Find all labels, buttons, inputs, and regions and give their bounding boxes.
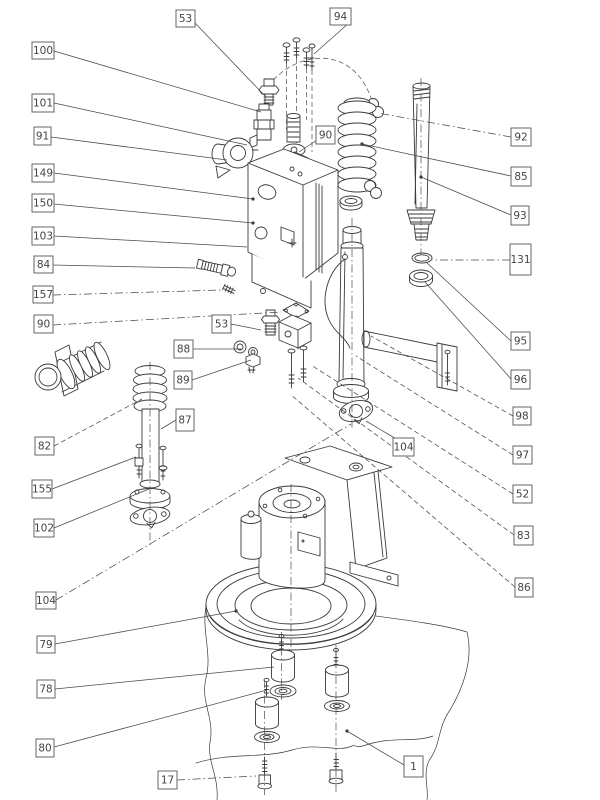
- callout-80: [36, 739, 54, 757]
- leader-line-103: [54, 236, 247, 247]
- leader-line-89: [192, 360, 251, 380]
- callout-82: [35, 437, 54, 455]
- callout-number-17: 17: [160, 774, 175, 787]
- callout-number-157: 157: [32, 289, 54, 302]
- leader-line-53-mid: [231, 324, 261, 330]
- leader-line-149: [54, 173, 253, 199]
- callout-number-92: 92: [514, 131, 528, 144]
- callout-number-149: 149: [32, 167, 54, 180]
- callout-number-91: 91: [35, 130, 50, 143]
- callout-number-101: 101: [32, 97, 54, 110]
- callout-number-84: 84: [36, 259, 51, 272]
- leader-line-84: [53, 265, 195, 268]
- top-screws: [283, 38, 315, 70]
- mounting-screw: [196, 258, 236, 294]
- leader-line-100: [54, 51, 261, 112]
- leader-line-17: [177, 776, 256, 780]
- callout-number-90-mid: 90: [318, 129, 333, 142]
- leader-dot-79: [234, 609, 237, 612]
- callout-number-88: 88: [176, 343, 191, 356]
- callout-104-mid: [393, 438, 414, 456]
- leader-dot-149: [251, 197, 254, 200]
- callout-88: [174, 340, 193, 358]
- callout-number-104-mid: 104: [393, 441, 414, 454]
- callout-95: [511, 332, 530, 350]
- callout-97: [513, 446, 532, 464]
- callout-157: [33, 286, 53, 303]
- callout-89: [174, 371, 192, 389]
- leader-line-79: [55, 611, 236, 644]
- leader-dot-93: [419, 175, 422, 178]
- leader-dot-1: [345, 729, 348, 732]
- callout-96: [511, 370, 530, 389]
- callout-86: [515, 578, 533, 597]
- callout-1: [404, 756, 423, 777]
- callout-number-1: 1: [410, 761, 417, 774]
- callout-90-left: [34, 315, 53, 333]
- leader-dot-85: [360, 142, 363, 145]
- callout-53-mid: [212, 315, 231, 333]
- leader-line-150: [54, 204, 253, 223]
- leader-line-91: [51, 137, 227, 160]
- callout-number-78: 78: [39, 683, 53, 696]
- parts-drawing: [32, 38, 469, 800]
- valve-block: [248, 149, 338, 308]
- manifold-fittings: [234, 303, 311, 388]
- hose-adapter: [35, 340, 113, 396]
- callout-number-94: 94: [333, 11, 348, 24]
- leader-line-97: [356, 356, 513, 455]
- callout-number-98: 98: [515, 410, 529, 423]
- callout-52: [513, 485, 532, 503]
- callout-number-86: 86: [517, 582, 531, 595]
- callout-number-103: 103: [32, 230, 54, 243]
- leader-line-82: [54, 399, 142, 446]
- callout-number-150: 150: [32, 197, 54, 210]
- callout-98: [513, 407, 531, 425]
- callout-101: [32, 94, 54, 112]
- leader-line-1: [347, 731, 404, 765]
- callout-number-82: 82: [37, 440, 52, 453]
- callout-100: [32, 42, 54, 59]
- leader-line-93: [421, 177, 511, 215]
- callout-number-95: 95: [513, 335, 528, 348]
- accumulator-cylinder: [325, 227, 457, 428]
- callout-94: [330, 8, 351, 25]
- callout-90-mid: [316, 126, 335, 144]
- callout-87: [176, 409, 194, 431]
- callout-150: [32, 194, 54, 212]
- callout-number-155: 155: [31, 483, 53, 496]
- callout-131: [510, 244, 531, 275]
- leader-line-95: [426, 262, 511, 341]
- callout-number-80: 80: [38, 742, 52, 755]
- leader-dot-150: [251, 221, 254, 224]
- leader-line-92: [378, 113, 511, 137]
- leader-line-101: [54, 103, 247, 145]
- callout-91: [34, 127, 51, 145]
- callout-number-100: 100: [32, 45, 54, 58]
- callout-92: [511, 128, 531, 146]
- callout-79: [37, 636, 55, 653]
- callout-155: [32, 480, 52, 498]
- callout-number-104-left: 104: [35, 595, 57, 608]
- leader-line-87: [161, 420, 176, 429]
- callout-103: [32, 227, 54, 245]
- callout-number-79: 79: [39, 639, 53, 652]
- callout-78: [37, 680, 55, 698]
- leader-line-80: [54, 690, 267, 747]
- leader-line-157: [53, 290, 222, 295]
- vibration-mounts: [255, 634, 350, 788]
- callout-53-top: [176, 10, 195, 27]
- leader-line-155: [52, 457, 136, 489]
- callout-83: [514, 526, 533, 545]
- callout-number-85: 85: [514, 171, 528, 184]
- leader-line-90-left: [53, 312, 281, 325]
- coil-spring: [338, 98, 384, 210]
- callout-number-89: 89: [176, 374, 190, 387]
- callout-number-52: 52: [515, 488, 530, 501]
- leader-line-94: [314, 22, 350, 54]
- filter-plug-top: [259, 79, 279, 105]
- callout-number-97: 97: [515, 449, 530, 462]
- leader-line-85: [362, 144, 511, 176]
- callout-149: [32, 164, 54, 182]
- callout-number-96: 96: [513, 374, 528, 387]
- callout-number-83: 83: [516, 530, 531, 543]
- leader-line-78: [55, 667, 274, 689]
- callout-number-93: 93: [513, 210, 527, 223]
- callout-number-53-mid: 53: [214, 318, 229, 331]
- callout-17: [158, 771, 177, 789]
- callout-number-53-top: 53: [178, 13, 193, 26]
- callout-85: [511, 167, 531, 186]
- motor-assembly: [206, 446, 398, 650]
- callout-84: [34, 256, 53, 273]
- callout-number-90-left: 90: [36, 318, 51, 331]
- callout-102: [34, 519, 54, 537]
- callout-number-87: 87: [178, 414, 192, 427]
- callout-number-102: 102: [33, 522, 55, 535]
- leader-line-53-top: [195, 23, 266, 97]
- callout-104-left: [36, 592, 56, 609]
- callout-number-131: 131: [510, 254, 531, 267]
- callout-93: [511, 206, 529, 225]
